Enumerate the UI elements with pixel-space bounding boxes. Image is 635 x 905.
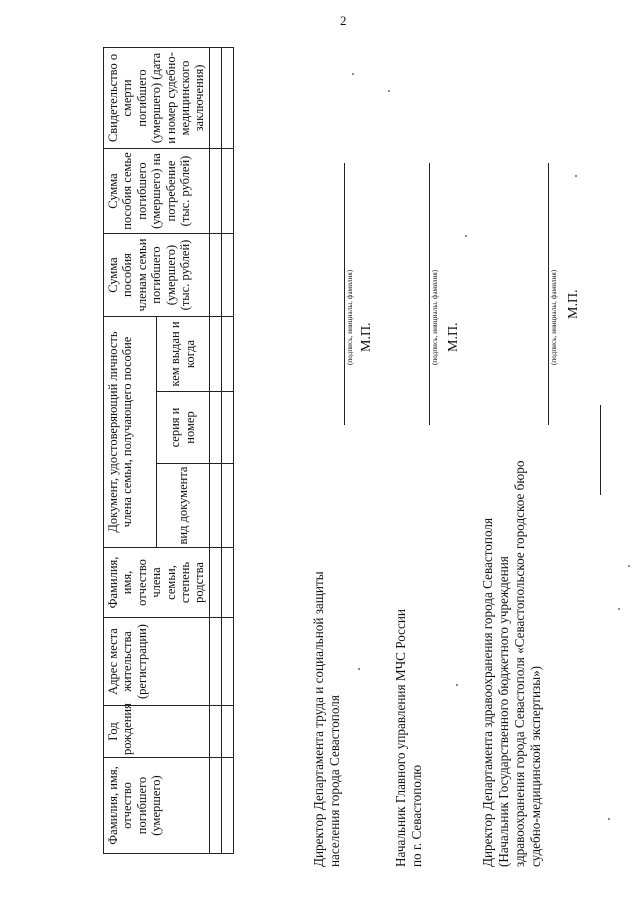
- table-cell: [209, 758, 221, 854]
- stamp-label: М.П.: [446, 322, 461, 352]
- table-cell: [209, 48, 221, 149]
- scan-speck: [358, 668, 360, 670]
- page-number: 2: [340, 13, 347, 28]
- table-row: [209, 48, 221, 854]
- signature-caption: (подпись, инициалы, фамилия): [431, 269, 439, 365]
- signature-title-line: Директор Департамента труда и социальной защиты: [311, 571, 326, 867]
- table-cell: [221, 464, 233, 548]
- table-cell: [209, 234, 221, 317]
- signature-title-line: судебно-медицинской экспертизы»): [527, 665, 543, 867]
- table-cell: [209, 149, 221, 234]
- header-benefit-members: Сумма пособия членам семьи погибшего (умершего) (тыс. рублей): [104, 234, 210, 317]
- table-cell: [209, 392, 221, 464]
- signature-title-line: здравоохранения города Севастополя «Севастопольское городское бюро: [511, 460, 527, 867]
- table-cell: [221, 48, 233, 149]
- scan-speck: [456, 684, 458, 686]
- table-cell: [209, 464, 221, 548]
- benefits-table: [103, 47, 234, 854]
- scan-speck: [608, 818, 610, 820]
- header-birth-year: Год рождения: [104, 706, 210, 758]
- table-cell: [221, 618, 233, 706]
- header-address: Адрес места жительства (регистрации): [104, 618, 210, 706]
- header-benefit-family: Сумма пособия семье погибшего (умершего) на потребение (тыс. рублей): [104, 149, 210, 234]
- table-cell: [209, 706, 221, 758]
- table-cell: [221, 317, 233, 392]
- table-cell: [221, 706, 233, 758]
- scan-speck: [352, 73, 354, 75]
- header-doc-type: вид документа: [156, 464, 209, 548]
- signature-title-line: по г. Севастополю: [408, 764, 424, 867]
- signature-line: [548, 163, 549, 425]
- table-row: [221, 48, 233, 854]
- scan-speck: [618, 608, 620, 610]
- scan-speck: [465, 235, 467, 237]
- signature-title-line: Начальник Главного управления МЧС России: [393, 609, 408, 867]
- table-cell: [209, 548, 221, 618]
- signature-caption: (подпись, инициалы, фамилия): [550, 269, 558, 365]
- scan-speck: [388, 90, 390, 92]
- table-cell: [221, 758, 233, 854]
- signature-title-emergency-ministry: [393, 609, 425, 867]
- header-id-document: Документ, удостоверяющий личность члена семьи, получающего пособие: [104, 317, 157, 548]
- table-cell: [221, 149, 233, 234]
- blank-line: [600, 405, 601, 495]
- signature-line: [344, 163, 345, 425]
- signature-title-labor-department: [311, 571, 343, 867]
- stamp-label: М.П.: [359, 322, 374, 352]
- scan-speck: [575, 175, 577, 177]
- signature-line: [429, 163, 430, 425]
- header-doc-issued: кем выдан и когда: [156, 317, 209, 392]
- header-family-member: Фамилия, имя, отчество члена семьи, степень родства: [104, 548, 210, 618]
- signature-title-line: Директор Департамента здравоохранения города Севастополя: [480, 517, 495, 867]
- stamp-label: М.П.: [566, 289, 581, 319]
- table-cell: [221, 548, 233, 618]
- table-cell: [209, 317, 221, 392]
- header-deceased-name: Фамилия, имя, отчество погибшего (умершего): [104, 758, 210, 854]
- table-cell: [221, 392, 233, 464]
- signature-title-health-department: [480, 461, 543, 867]
- header-death-certificate: Свидетельство о смерти погибшего (умершего) (дата и номер судебно-медицинского заключения): [104, 48, 210, 149]
- signature-title-line: (Начальник Государственного бюджетного учреждения: [495, 556, 511, 867]
- signature-caption: (подпись, инициалы, фамилия): [346, 269, 354, 365]
- header-doc-series: серия и номер: [156, 392, 209, 464]
- table-cell: [221, 234, 233, 317]
- table-cell: [209, 618, 221, 706]
- scan-speck: [628, 565, 630, 567]
- header-row-1: [104, 48, 157, 854]
- signature-title-line: населения города Севастополя: [326, 695, 342, 867]
